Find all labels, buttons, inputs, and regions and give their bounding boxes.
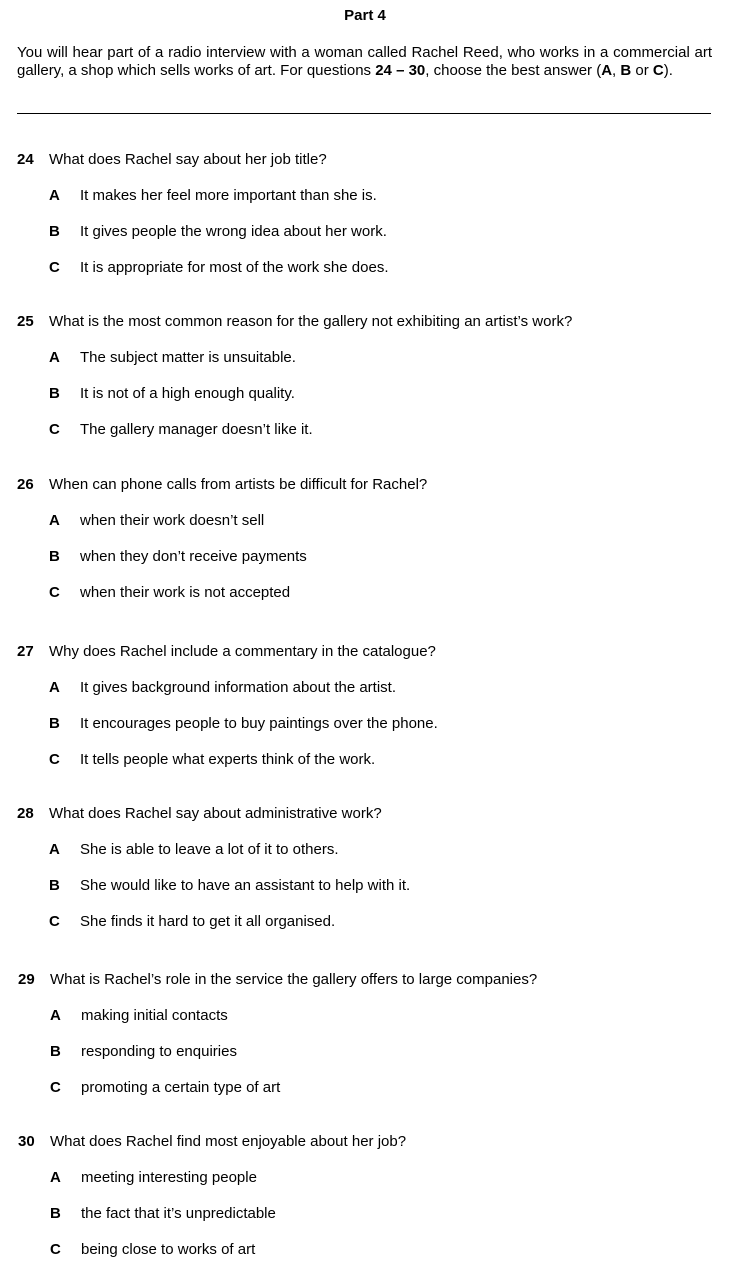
question-text: When can phone calls from artists be difficult for Rachel? xyxy=(49,476,428,493)
option-text: It is not of a high enough quality. xyxy=(80,385,295,402)
option-letter: B xyxy=(49,223,60,240)
option-letter: B xyxy=(49,548,60,565)
option-c[interactable] xyxy=(17,751,717,769)
option-a[interactable] xyxy=(18,1007,718,1025)
option-a[interactable] xyxy=(17,841,717,859)
option-text: making initial contacts xyxy=(81,1007,228,1024)
option-a[interactable] xyxy=(18,1169,718,1187)
question-number: 26 xyxy=(17,476,34,493)
option-text: She is able to leave a lot of it to others. xyxy=(80,841,339,858)
question-number: 30 xyxy=(18,1133,35,1150)
option-text: when they don’t receive payments xyxy=(80,548,307,565)
question-text: Why does Rachel include a commentary in the catalogue? xyxy=(49,643,436,660)
option-text: the fact that it’s unpredictable xyxy=(81,1205,276,1222)
option-text: It gives background information about the artist. xyxy=(80,679,397,696)
option-b[interactable] xyxy=(18,1205,718,1223)
instructions-text: ). xyxy=(663,62,673,79)
option-c[interactable] xyxy=(17,584,717,602)
question-number: 27 xyxy=(17,643,34,660)
question-text: What does Rachel find most enjoyable about her job? xyxy=(50,1133,407,1150)
question-30 xyxy=(18,1133,718,1259)
option-text: It tells people what experts think of the work. xyxy=(80,751,376,768)
question-text: What is Rachel’s role in the service the gallery offers to large companies? xyxy=(50,971,538,988)
option-c[interactable] xyxy=(17,913,717,931)
letter-c: C xyxy=(652,62,664,79)
question-number: 28 xyxy=(17,805,34,822)
option-letter: B xyxy=(50,1205,61,1222)
option-letter: C xyxy=(49,913,60,930)
option-letter: A xyxy=(50,1007,61,1024)
option-text: being close to works of art xyxy=(81,1241,256,1258)
option-c[interactable] xyxy=(18,1241,718,1259)
option-a[interactable] xyxy=(17,679,717,697)
question-27 xyxy=(17,643,717,769)
option-letter: A xyxy=(49,841,60,858)
question-24 xyxy=(17,151,717,277)
option-letter: C xyxy=(50,1241,61,1258)
part-title: Part 4 xyxy=(344,7,386,24)
option-letter: B xyxy=(49,715,60,732)
instructions-text: You will hear part of a radio interview with a woman called Rachel Reed, who works in a commercial art gallery, a shop which sells works of art. For questions xyxy=(17,44,712,79)
option-letter: B xyxy=(49,877,60,894)
question-number: 25 xyxy=(17,313,34,330)
option-c[interactable] xyxy=(18,1079,718,1097)
option-letter: C xyxy=(49,751,60,768)
option-c[interactable] xyxy=(17,421,717,439)
option-letter: C xyxy=(49,421,60,438)
option-letter: C xyxy=(49,584,60,601)
option-letter: A xyxy=(49,187,60,204)
option-text: The subject matter is unsuitable. xyxy=(80,349,296,366)
option-text: She finds it hard to get it all organised. xyxy=(80,913,336,930)
option-text: when their work doesn’t sell xyxy=(80,512,265,529)
option-text: promoting a certain type of art xyxy=(81,1079,281,1096)
instructions-text: , choose the best answer ( xyxy=(425,62,602,79)
option-letter: A xyxy=(49,349,60,366)
option-a[interactable] xyxy=(17,187,717,205)
question-number: 29 xyxy=(18,971,35,988)
question-25 xyxy=(17,313,717,439)
letter-a: A xyxy=(601,62,613,79)
option-text: It gives people the wrong idea about her work. xyxy=(80,223,387,240)
option-text: meeting interesting people xyxy=(81,1169,257,1186)
option-letter: C xyxy=(49,259,60,276)
instructions-text: or xyxy=(631,62,653,79)
question-text: What does Rachel say about her job title? xyxy=(49,151,327,168)
question-29 xyxy=(18,971,718,1097)
option-b[interactable] xyxy=(17,715,717,733)
option-text: It is appropriate for most of the work she does. xyxy=(80,259,389,276)
option-text: It makes her feel more important than she is. xyxy=(80,187,377,204)
option-c[interactable] xyxy=(17,259,717,277)
option-b[interactable] xyxy=(17,877,717,895)
question-26 xyxy=(17,476,717,602)
option-b[interactable] xyxy=(17,385,717,403)
option-b[interactable] xyxy=(17,548,717,566)
option-b[interactable] xyxy=(17,223,717,241)
option-letter: B xyxy=(50,1043,61,1060)
option-a[interactable] xyxy=(17,512,717,530)
option-letter: A xyxy=(49,512,60,529)
option-text: The gallery manager doesn’t like it. xyxy=(80,421,313,438)
question-number: 24 xyxy=(17,151,34,168)
divider xyxy=(17,113,711,114)
letter-b: B xyxy=(620,62,632,79)
option-letter: B xyxy=(49,385,60,402)
instructions-text: , xyxy=(612,62,621,79)
question-text: What does Rachel say about administrative work? xyxy=(49,805,382,822)
option-text: responding to enquiries xyxy=(81,1043,237,1060)
instructions xyxy=(17,44,712,80)
option-b[interactable] xyxy=(18,1043,718,1061)
question-range: 24 – 30 xyxy=(375,62,426,79)
option-letter: C xyxy=(50,1079,61,1096)
option-letter: A xyxy=(49,679,60,696)
option-text: She would like to have an assistant to help with it. xyxy=(80,877,411,894)
option-text: It encourages people to buy paintings over the phone. xyxy=(80,715,438,732)
option-text: when their work is not accepted xyxy=(80,584,291,601)
question-28 xyxy=(17,805,717,931)
question-text: What is the most common reason for the gallery not exhibiting an artist’s work? xyxy=(49,313,573,330)
option-a[interactable] xyxy=(17,349,717,367)
option-letter: A xyxy=(50,1169,61,1186)
